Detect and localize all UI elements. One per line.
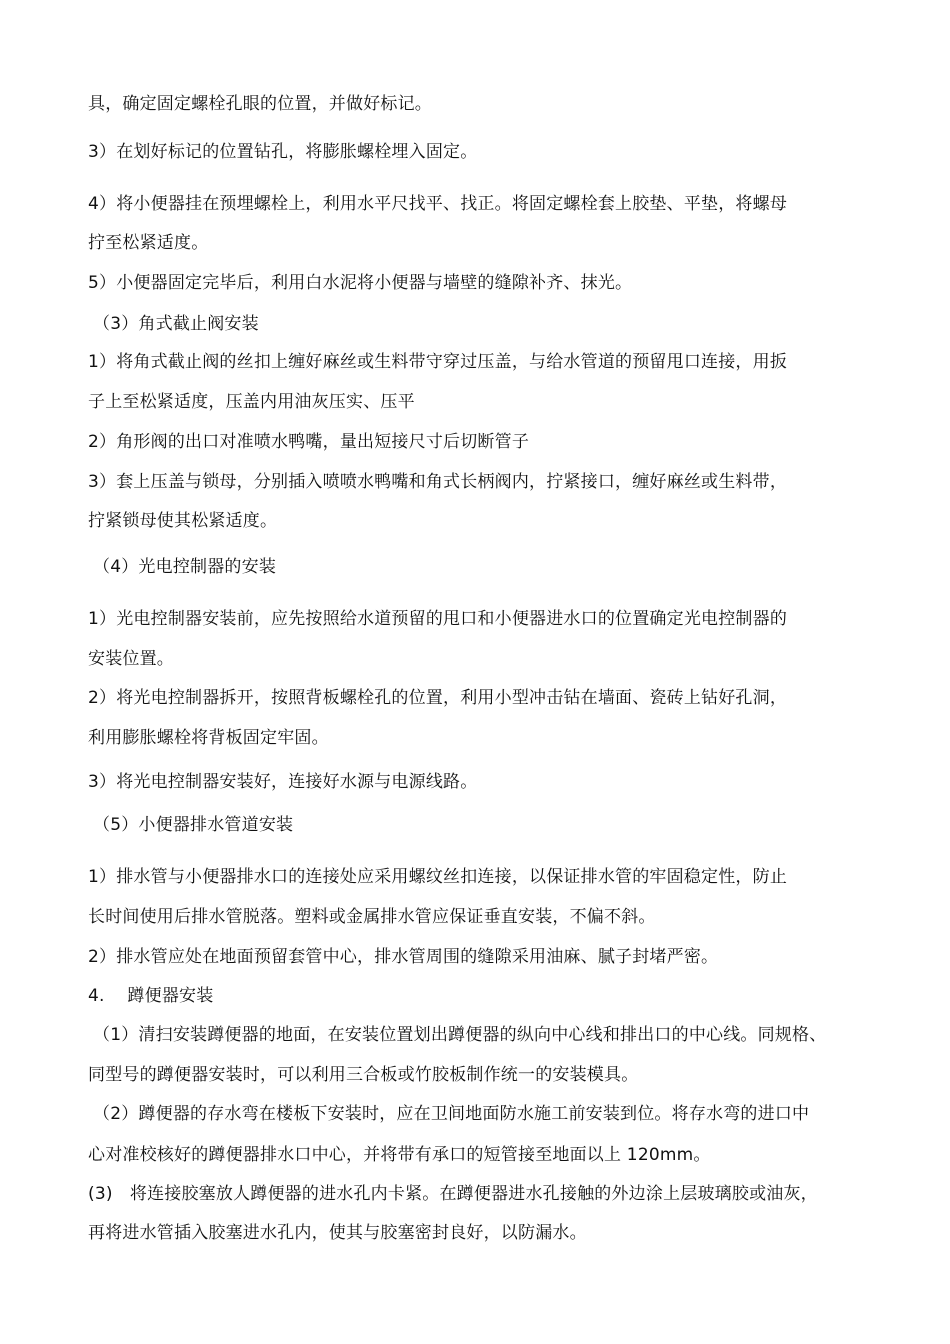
- text-line: 1）排水管与小便器排水口的连接处应采用螺纹丝扣连接，以保证排水管的牢固稳定性，防止: [88, 867, 788, 887]
- section-heading: 4. 蹲便器安装: [88, 986, 214, 1006]
- text-line: 同型号的蹲便器安装时，可以利用三合板或竹胶板制作统一的安装模具。: [88, 1065, 639, 1085]
- text-line: 2）角形阀的出口对准喷水鸭嘴，量出短接尺寸后切断管子: [88, 432, 530, 452]
- section-heading: （5）小便器排水管道安装: [93, 815, 294, 835]
- text-line: 1）光电控制器安装前，应先按照给水道预留的甩口和小便器进水口的位置确定光电控制器的: [88, 609, 788, 629]
- text-line: 2）排水管应处在地面预留套管中心，排水管周围的缝隙采用油麻、腻子封堵严密。: [88, 947, 719, 967]
- text-line: 3）将光电控制器安装好，连接好水源与电源线路。: [88, 772, 478, 792]
- text-line: 5）小便器固定完毕后，利用白水泥将小便器与墙壁的缝隙补齐、抹光。: [88, 273, 633, 293]
- text-line: 3）在划好标记的位置钻孔，将膨胀螺栓埋入固定。: [88, 142, 478, 162]
- text-line: 长时间使用后排水管脱落。塑料或金属排水管应保证垂直安装，不偏不斜。: [88, 907, 656, 927]
- text-line: 拧紧锁母使其松紧适度。: [88, 511, 278, 531]
- text-line: 拧至松紧适度。: [88, 233, 209, 253]
- text-line: 再将进水管插入胶塞进水孔内，使其与胶塞密封良好，以防漏水。: [88, 1223, 587, 1243]
- text-line: 具，确定固定螺栓孔眼的位置，并做好标记。: [88, 94, 432, 114]
- text-line: 利用膨胀螺栓将背板固定牢固。: [88, 728, 329, 748]
- text-line: 心对准校核好的蹲便器排水口中心，并将带有承口的短管接至地面以上 120mm。: [88, 1145, 711, 1165]
- text-line: 1）将角式截止阀的丝扣上缠好麻丝或生料带守穿过压盖，与给水管道的预留甩口连接，用扳: [88, 352, 788, 372]
- text-line: (3) 将连接胶塞放人蹲便器的进水孔内卡紧。在蹲便器进水孔接触的外边涂上层玻璃胶或油灰，: [88, 1184, 818, 1204]
- text-line: 3）套上压盖与锁母，分别插入喷喷水鸭嘴和角式长柄阀内，拧紧接口，缠好麻丝或生料带，: [88, 472, 788, 492]
- text-line: 安装位置。: [88, 649, 174, 669]
- text-line: 2）将光电控制器拆开，按照背板螺栓孔的位置，利用小型冲击钻在墙面、瓷砖上钻好孔洞，: [88, 688, 788, 708]
- section-heading: （3）角式截止阀安装: [93, 314, 259, 334]
- text-line: （1）清扫安装蹲便器的地面，在安装位置划出蹲便器的纵向中心线和排出口的中心线。同规格、: [93, 1025, 827, 1045]
- text-line: （2）蹲便器的存水弯在楼板下安装时，应在卫间地面防水施工前安装到位。将存水弯的进口中: [93, 1104, 810, 1124]
- section-heading: （4）光电控制器的安装: [93, 557, 277, 577]
- text-line: 子上至松紧适度，压盖内用油灰压实、压平: [88, 392, 415, 412]
- text-line: 4）将小便器挂在预埋螺栓上，利用水平尺找平、找正。将固定螺栓套上胶垫、平垫，将螺母: [88, 194, 788, 214]
